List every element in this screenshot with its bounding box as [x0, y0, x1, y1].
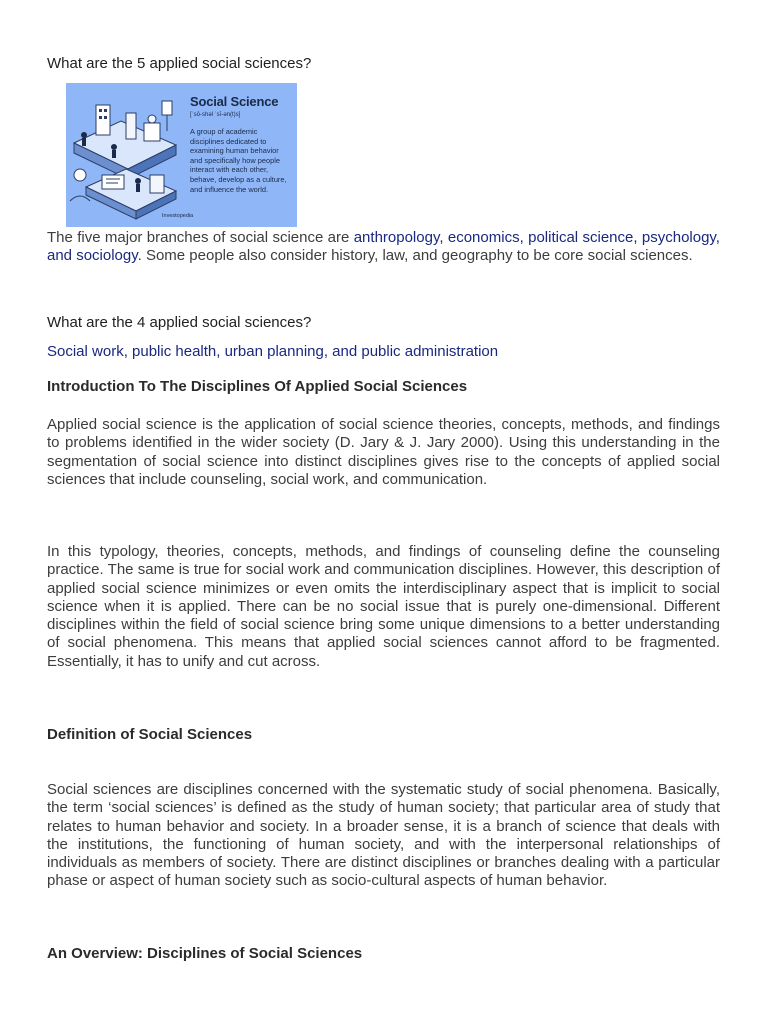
overview-heading: An Overview: Disciplines of Social Sciences — [47, 945, 363, 962]
infographic-title: Social Science — [190, 94, 279, 109]
answer-five-branches — [47, 229, 720, 266]
answer-four-applied[interactable]: Social work, public health, urban planning, and public administration — [47, 343, 499, 360]
answer-prefix: The five major branches of social science are — [47, 229, 354, 246]
infographic-pronunciation: [ˈsō-shəl ˈsī-ən(t)s] — [190, 112, 241, 118]
intro-paragraph-2: In this typology, theories, concepts, methods, and findings of counseling define the counseling practice. The same is true for social work and communication disciplines. However, this description of applied social science minimizes or even omits the interdisciplinary aspect that is implicit to social science when it is applied. There can be no social issue that is purely one-dimensional. Different disciplines within the field of social science bring some unique dimensions to a better understanding of social phenomena. This means that applied social sciences cannot afford to be fragmented. Essentially, it has to unify and cut across. — [47, 543, 720, 670]
social-science-infographic[interactable] — [66, 83, 297, 227]
infographic-definition: A group of academic disciplines dedicated to examining human behavior and specifically how people interact with each other, behave, develop as a culture, and influence the world. — [190, 127, 287, 194]
intro-heading: Introduction To The Disciplines Of Applied Social Sciences — [47, 378, 468, 395]
definition-paragraph: Social sciences are disciplines concerned with the systematic study of social phenomena. Basically, the term ‘social sciences’ is defined as the study of human society; that particular area of study that relates to human behavior and society. In a broader sense, it is a branch of science that deals with the institutions, the functioning of human society, and with the interpersonal relationships of individuals as members of society. There are distinct disciplines or branches dealing with a particular phase or aspect of human society such as socio-cultural aspects of human behavior. — [47, 781, 720, 890]
intro-paragraph-1: Applied social science is the application of social science theories, concepts, methods, and findings to problems identified in the wider society (D. Jary & J. Jary 2000). Using this understanding in the segmentation of social science into distinct disciplines gives rise to the concepts of applied social sciences that include counseling, social work, and communication. — [47, 416, 720, 488]
definition-heading: Definition of Social Sciences — [47, 726, 253, 743]
branches-link[interactable]: anthropology, economics, political science, psychology, and sociology — [47, 229, 720, 265]
infographic-brand: Investopedia — [162, 213, 194, 219]
question-four-applied: What are the 4 applied social sciences? — [47, 314, 312, 331]
answer-suffix: . Some people also consider history, law, and geography to be core social sciences. — [137, 247, 693, 265]
question-five-applied: What are the 5 applied social sciences? — [47, 55, 312, 72]
